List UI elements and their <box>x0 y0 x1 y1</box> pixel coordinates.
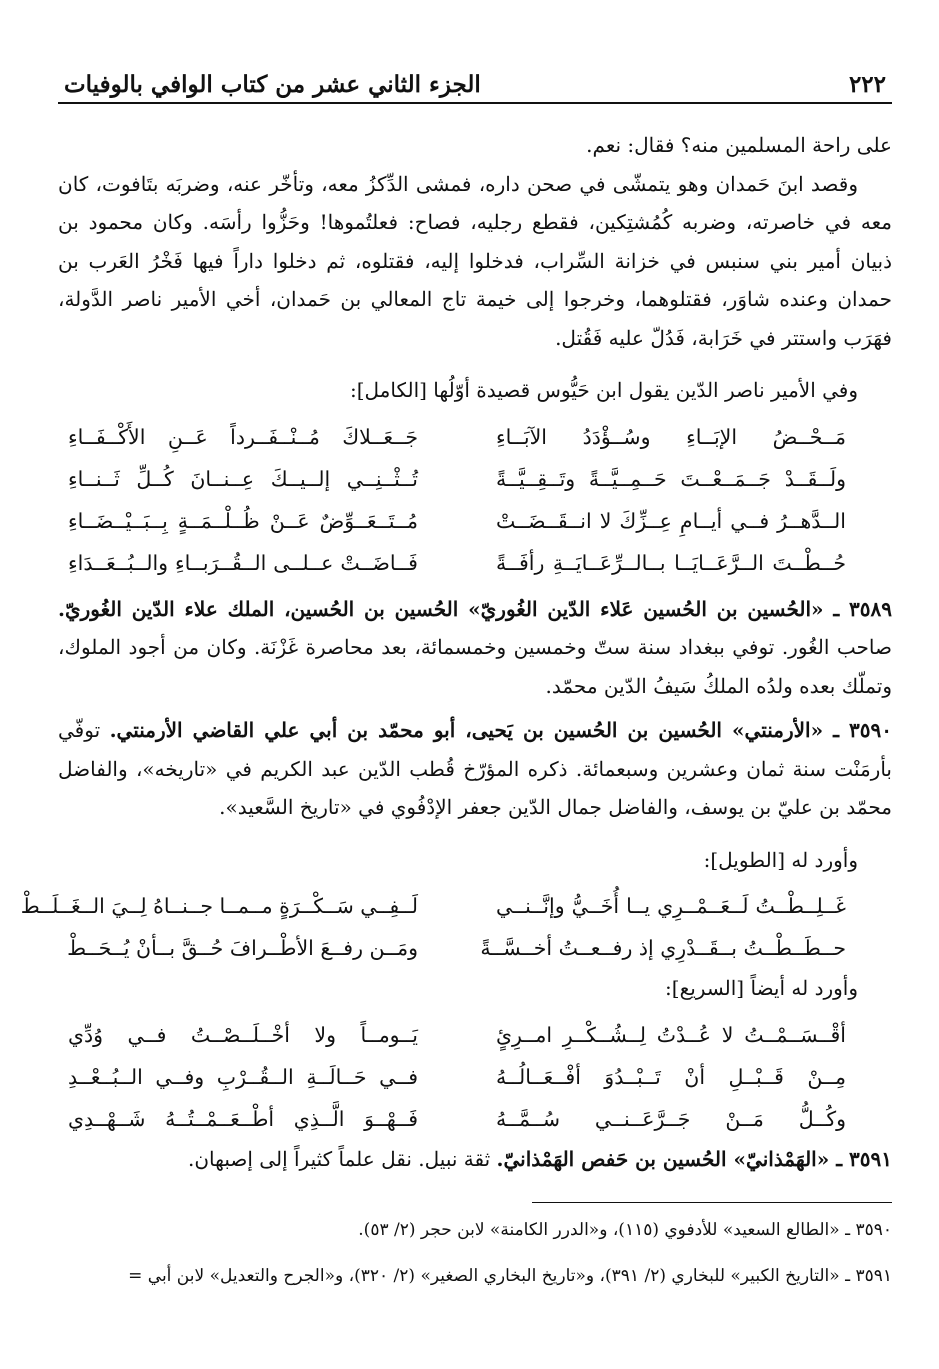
verse-line <box>20 885 892 927</box>
entry-3589-text: صاحب الغُور. توفي ببغداد سنة ستّ وخمسين وخمسمائة، بعد محاصرة غَزْنَة. وكان من أجود الملوك، وتملّك بعده ولدُه الملكُ سَيفُ الدّين محمّد. <box>58 635 892 698</box>
entry-3591 <box>58 1140 892 1179</box>
paragraph-poem-intro: وفي الأمير ناصر الدّين يقول ابن حَيُّوس قصيدة أوّلُها [الكامل]: <box>349 378 858 402</box>
verse-right-hemistich: حــطَــطْــتُ بــقَــدْرِي إذ رفــعــتُ أخــسَّــةً <box>480 936 846 960</box>
verse-right-hemistich: وكُــلُّ مَــنْ جَــرَّعَــنــي سُــمَّــهُ <box>496 1106 846 1131</box>
verse-left-hemistich: فَــاضَــتْ عــلــى الــقُــرَبــاءِ والــبُــعَــدَاءِ <box>68 550 418 575</box>
verse-right-hemistich: الــدَّهــرُ فــي أيــامِ عِــزِّكَ لا انــقَــضَــتْ <box>496 508 846 533</box>
page-number: ٢٢٢ <box>848 71 886 98</box>
entry-3591-heading: ٣٥٩١ ـ «الهَمْذانيّ» الحُسين بن حَفص الهَمْذانيّ. <box>496 1146 892 1171</box>
verse-line <box>58 542 892 584</box>
header-rule <box>58 102 892 104</box>
verse-left-hemistich: فَــهْــوَ الَّــذِي أطْــعَــمْــتُــهُ شَــهْــدِي <box>68 1106 418 1131</box>
verse-left-hemistich: ومَــن رفــعَ الأطْــرافَ حُــقَّ بــأنْ يُــحَــطْ <box>67 936 418 960</box>
verse-right-hemistich: أقْــسَــمْــتُ لا عُــدْتُ لِــشُــكْــرِ امــرِئٍ <box>496 1022 846 1047</box>
verse-right-hemistich: مِــنْ قَــبْــلِ أنْ تَــبْــدُوَ أفْــعَــالُــهُ <box>496 1064 846 1089</box>
poem-tawil <box>20 885 892 969</box>
verse-right-hemistich: مَــحْــضُ الإبَــاءِ وسُــؤْدَدُ الآبَــاءِ <box>496 424 846 449</box>
verse-left-hemistich: مُــتَــعَــوِّضٌ عَــنْ ظُــلْــمَــةٍ بِــبَــيْــضَــاءِ <box>68 508 418 533</box>
verse-line <box>58 458 892 500</box>
entry-3589 <box>58 590 892 706</box>
verse-right-hemistich: حُــطْــتَ الــرَّعَــايَــا بــالــرِّعَــايَــةِ رأفَــةً <box>496 550 846 575</box>
poem-intro-sari: وأورد له أيضاً [السريع]: <box>665 976 858 1000</box>
verse-left-hemistich: تُــثْــنِــي إلــيــكَ عِــنــانَ كُــلِّ ثَــنــاءِ <box>68 466 418 491</box>
verse-line <box>58 416 892 458</box>
entry-3591-text: ثقة نبيل. نقل علماً كثيراً إلى إصبهان. <box>188 1146 491 1171</box>
entry-3589-heading: ٣٥٨٩ ـ «الحُسين بن الحُسين عَلاء الدّين الغُوريّ» الحُسين بن الحُسين، الملك علاء الدّين الغُوريّ. <box>58 596 892 621</box>
verse-line <box>58 1014 892 1056</box>
footnote-3591: ٣٥٩١ ـ «التاريخ الكبير» للبخاري (٢/ ٣٩١)، و«تاريخ البخاري الصغير» (٢/ ٣٢٠)، و«الجرح والتعديل» لابن أبي = <box>128 1266 892 1286</box>
poem-kamil <box>58 416 892 584</box>
book-page <box>20 58 892 1291</box>
entry-3590-text: توفّي بأرمَنْت سنة ثمان وعشرين وسبعمائة. ذكره المؤرّخ قُطب الدّين عبد الكريم في «تاريخه»، والفاضل محمّد بن عليّ بن يوسف، والفاضل جمال الدّين جعفر الإدْفُوي في «تاريخ السَّعيد». <box>58 718 892 819</box>
verse-left-hemistich: فــي حَــالَــةِ الــقُــرْبِ وفــي الــبُــعْــدِ <box>68 1064 418 1089</box>
running-header <box>58 58 892 98</box>
footnote-separator <box>532 1202 892 1203</box>
verse-right-hemistich: غَــلِــطْــتُ لَــعَــمْــرِي يــا أُخَــيُّ وإنَّــنــي <box>496 894 846 918</box>
verse-left-hemistich: يَــومــاً ولا أخْــلَــصْــتُ فــي وُدِّي <box>68 1022 418 1047</box>
verse-right-hemistich: ولَــقَــدْ جَــمَــعْــتَ حَــمِــيَّــةً وتَــقِــيَّــةً <box>496 466 846 491</box>
entry-3590-heading: ٣٥٩٠ ـ «الأرمنتي» الحُسين بن الحُسين بن يَحيى، أبو محمّد بن أبي علي القاضي الأرمنتي. <box>109 718 892 742</box>
verse-line <box>58 1098 892 1140</box>
footnote-3590: ٣٥٩٠ ـ «الطالع السعيد» للأدفوي (١١٥)، و«الدرر الكامنة» لابن حجر (٢/ ٥٣). <box>358 1220 892 1240</box>
entry-3590 <box>58 711 892 827</box>
verse-line <box>58 1056 892 1098</box>
verse-left-hemistich: جَــعَــلاكَ مُــنْــفَــرداً عَــنِ الأَكْــفَــاءِ <box>68 424 418 449</box>
verse-line <box>58 500 892 542</box>
paragraph-continuation: على راحة المسلمين منه؟ فقال: نعم. <box>586 133 892 157</box>
running-title: الجزء الثاني عشر من كتاب الوافي بالوفيات <box>64 71 481 98</box>
poem-sari <box>58 1014 892 1140</box>
paragraph-narrative: وقصد ابنَ حَمدان وهو يتمشّى في صحن داره، فمشى الدِّكزُ معه، وتأخّر عنه، وضربَه بتَافوت، كان معه في خاصرته، وضربه كُمُشتِكين، فقطع رجليه، فصاح: فعلتُموها! وحَزُّوا رأسَه. وكان محمود بن ذبيان أمير بني سنبس في خزانة السِّراب، فدخلوا إليه، فقتلوه، ثم دخلوا داراً فيها فَخْرُ العَرب بن حمدان وعنده شاوَر، فقتلوهما، وخرجوا إلى خيمة تاج المعالي بن حَمدان، أخي الأمير ناصر الدَّولة، فهَرَب واستتر في خَرَابة، فَدُلّ عليه فَقُتل. <box>58 171 892 350</box>
verse-line <box>58 927 892 969</box>
poem-intro-tawil: وأورد له [الطويل]: <box>703 847 858 872</box>
verse-left-hemistich: لَــفِــي سَــكْــرَةٍ مــمــا جــنــاهُ لِــيَ الــغَــلَــطْ <box>20 894 418 918</box>
